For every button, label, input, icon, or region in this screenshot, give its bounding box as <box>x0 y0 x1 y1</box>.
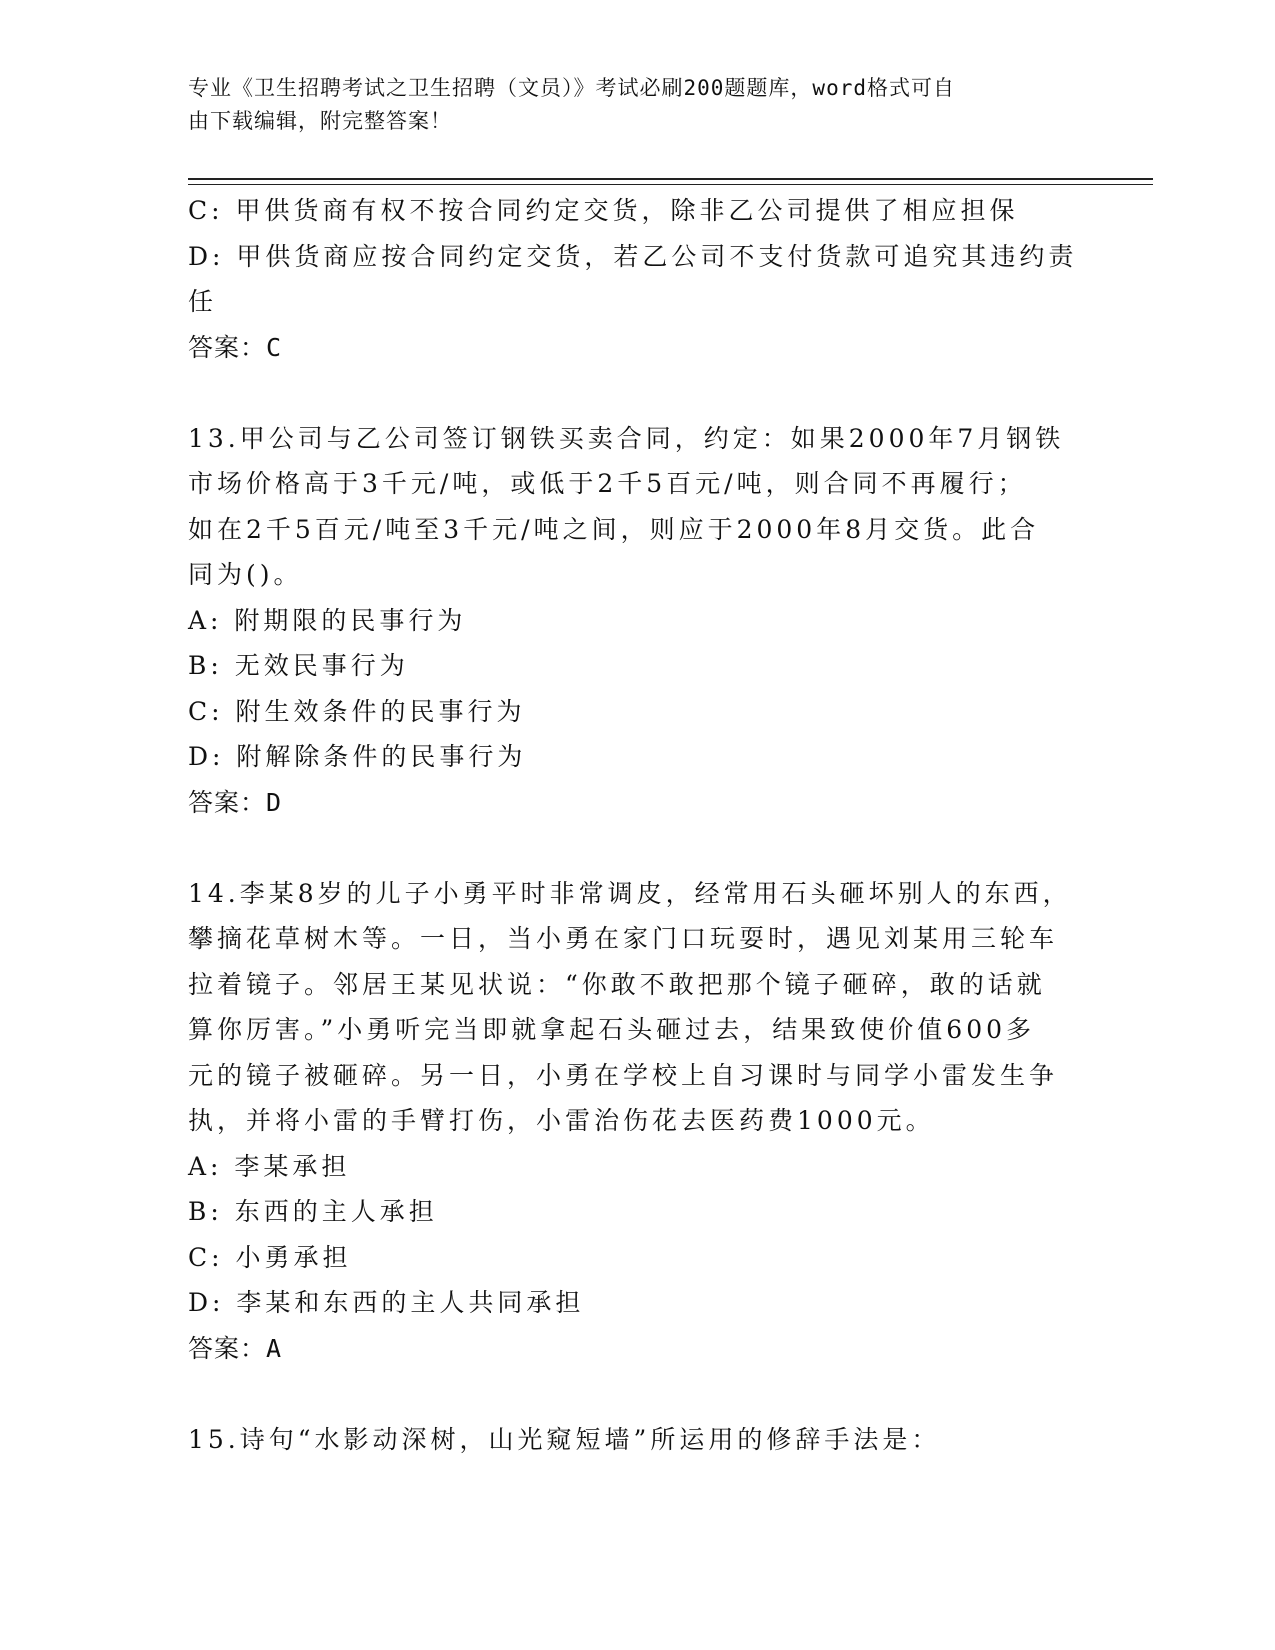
option-d: D: 附解除条件的民事行为 <box>188 742 527 771</box>
answer: 答案：A <box>188 1333 283 1363</box>
spacer <box>188 1371 1088 1417</box>
question-stem-line: 13.甲公司与乙公司签订钢铁买卖合同，约定：如果2000年7月钢铁 <box>188 423 1065 453</box>
answer: 答案：C <box>188 332 283 362</box>
spacer <box>188 825 1088 871</box>
question-stem-line: 算你厉害。”小勇听完当即就拿起石头砸过去，结果致使价值600多 <box>188 1015 1036 1044</box>
question-12-continued <box>188 188 1088 370</box>
option-b: B: 无效民事行为 <box>188 651 409 680</box>
question-stem-line: 拉着镜子。邻居王某见状说：“你敢不敢把那个镜子砸碎，敢的话就 <box>188 969 1046 999</box>
question-stem-line: 如在2千5百元/吨至3千元/吨之间，则应于2000年8月交货。此合 <box>188 514 1040 544</box>
question-13 <box>188 416 1088 826</box>
document-body <box>188 188 1088 1462</box>
question-stem-line: 攀摘花草树木等。一日，当小勇在家门口玩耍时，遇见刘某用三轮车 <box>188 924 1059 953</box>
question-stem-line: 执，并将小雷的手臂打伤，小雷治伤花去医药费1000元。 <box>188 1106 935 1135</box>
option-c: C: 附生效条件的民事行为 <box>188 696 526 726</box>
question-stem-line: 同为()。 <box>188 560 303 589</box>
header-divider <box>188 178 1153 180</box>
question-stem-line: 15.诗句“水影动深树，山光窥短墙”所运用的修辞手法是： <box>188 1424 941 1454</box>
option-b: B: 东西的主人承担 <box>188 1197 438 1226</box>
option-d-continued: 任 <box>188 287 218 316</box>
question-15 <box>188 1417 1088 1463</box>
option-d: D: 甲供货商应按合同约定交货，若乙公司不支付货款可追究其违约责 <box>188 241 1078 271</box>
option-d: D: 李某和东西的主人共同承担 <box>188 1288 585 1317</box>
option-c: C: 小勇承担 <box>188 1242 352 1272</box>
spacer <box>188 370 1088 416</box>
header-line: 专业《卫生招聘考试之卫生招聘（文员）》考试必刷200题题库，word格式可自 <box>188 76 955 100</box>
answer: 答案：D <box>188 787 283 817</box>
document-header <box>188 72 1068 138</box>
header-divider-thin <box>188 184 1153 185</box>
option-a: A: 李某承担 <box>188 1151 351 1181</box>
question-stem-line: 元的镜子被砸碎。另一日，小勇在学校上自习课时与同学小雷发生争 <box>188 1060 1059 1090</box>
question-14 <box>188 871 1088 1372</box>
option-c: C: 甲供货商有权不按合同约定交货，除非乙公司提供了相应担保 <box>188 196 1019 225</box>
question-stem-line: 市场价格高于3千元/吨，或低于2千5百元/吨，则合同不再履行； <box>188 469 1027 498</box>
question-stem-line: 14.李某8岁的儿子小勇平时非常调皮，经常用石头砸坏别人的东西， <box>188 878 1072 908</box>
option-a: A: 附期限的民事行为 <box>188 605 467 635</box>
header-line: 由下载编辑，附完整答案！ <box>188 109 452 133</box>
